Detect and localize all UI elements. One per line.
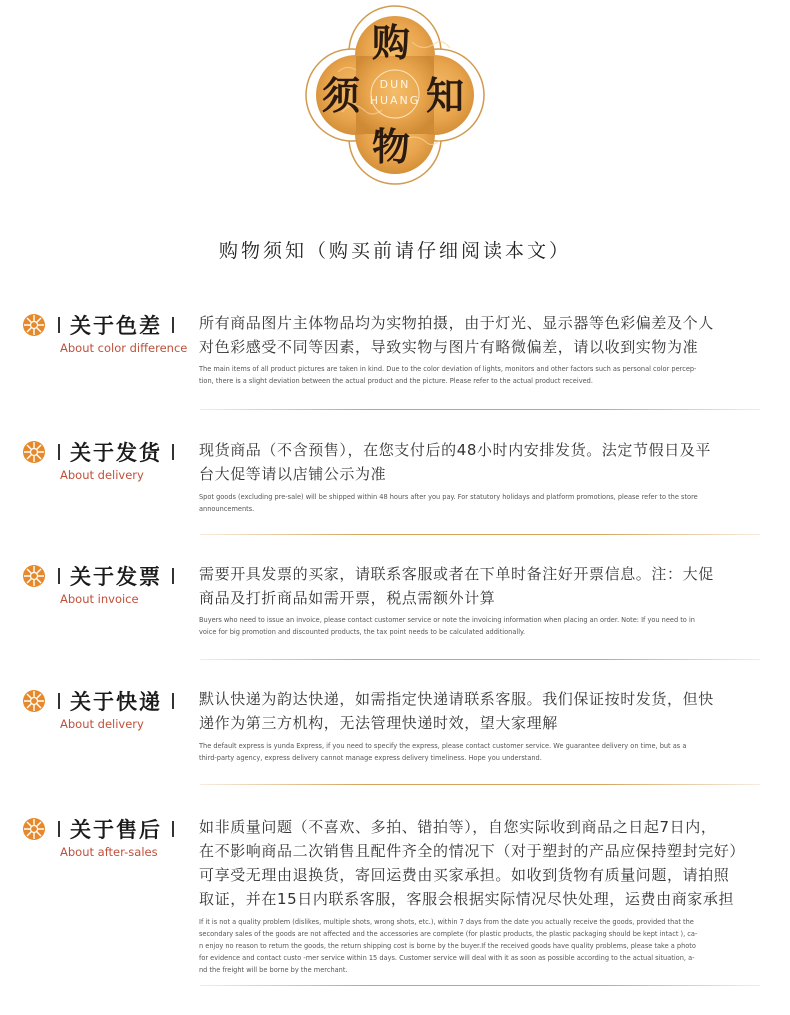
orange-flower-icon	[22, 440, 46, 464]
section-body: 现货商品（不含预售），在您支付后的48小时内安排发货。法定节假日及平 台大促等请以店铺公示为准	[199, 441, 711, 483]
badge-latin-line1: DUN	[379, 78, 411, 91]
section-subtitle: About delivery	[60, 468, 144, 482]
section-english: Buyers who need to issue an invoice, please contact customer service or note the invoicing information when placing an order. Note: If you need to in voice for big promotion and discounted products, the tax point needs to be calculated additionally.	[199, 616, 695, 636]
badge-char-2: 须	[322, 73, 361, 118]
section-english: The default express is yunda Express, if you need to specify the express, please contact customer service. We guarantee delivery on time, but as a third-party agency, express delivery cannot manage express delivery timeliness. Hope you understand.	[199, 742, 687, 762]
section-english: If it is not a quality problem (dislikes, multiple shots, wrong shots, etc.), within 7 days from the date you actually receive the goods, provided that the secondary sales of the goods are not affected and the accessories are complete (for plastic products, the plastic packaging should be kept intact ), ca- n enjoy no reason to return the goods, the return shipping cost is borne by the buyer.If the received goods have quality problems, please take a photo for evidence and contact custo -mer service within 15 days. Customer service will deal with it as soon as possible according to the actual situation, a- nd the freight will be borne by the merchant.	[199, 918, 698, 974]
badge-char-3: 知	[426, 73, 465, 118]
section-body: 所有商品图片主体物品均为实物拍摄，由于灯光、显示器等色彩偏差及个人 对色彩感受不同等因素，导致实物与图片有略微偏差，请以收到实物为准	[199, 314, 714, 356]
section-subtitle: About after-sales	[60, 845, 158, 859]
section-title: 关于快递	[58, 689, 174, 713]
orange-flower-icon	[22, 689, 46, 713]
section-title: 关于发票	[58, 564, 174, 588]
dunhuang-badge-logo	[302, 2, 488, 188]
orange-flower-icon	[22, 817, 46, 841]
section-subtitle: About delivery	[60, 717, 144, 731]
section-body: 需要开具发票的买家，请联系客服或者在下单时备注好开票信息。注：大促 商品及打折商品如需开票，税点需额外计算	[199, 565, 714, 607]
badge-char-4: 物	[372, 124, 411, 169]
orange-flower-icon	[22, 564, 46, 588]
section-english: Spot goods (excluding pre-sale) will be shipped within 48 hours after you pay. For statutory holidays and platform promotions, please refer to the store announcements.	[199, 493, 698, 513]
section-divider	[200, 985, 760, 986]
section-title: 关于色差	[58, 313, 174, 337]
section-title: 关于发货	[58, 440, 174, 464]
section-divider	[200, 784, 760, 785]
section-subtitle: About invoice	[60, 592, 139, 606]
page-title: 购物须知（购买前请仔细阅读本文）	[218, 240, 571, 262]
section-divider	[200, 534, 760, 535]
badge-latin-line2: HUANG	[369, 94, 421, 107]
section-subtitle: About color difference	[60, 341, 188, 355]
orange-flower-icon	[22, 313, 46, 337]
section-divider	[200, 659, 760, 660]
section-body: 默认快递为韵达快递，如需指定快递请联系客服。我们保证按时发货，但快 递作为第三方机构，无法管理快递时效，望大家理解	[199, 690, 714, 732]
badge-char-1: 购	[372, 20, 411, 65]
section-english: The main items of all product pictures are taken in kind. Due to the color deviation of lights, monitors and other factors such as personal color percep- tion, there is a slight deviation between the actual product and the picture. Please refer to the actual product received.	[199, 365, 697, 385]
section-divider	[200, 409, 760, 410]
section-title: 关于售后	[58, 817, 174, 841]
section-body: 如非质量问题（不喜欢、多拍、错拍等），自您实际收到商品之日起7日内， 在不影响商品二次销售且配件齐全的情况下（对于塑封的产品应保持塑封完好） 可享受无理由退换货，寄回运费由买家承担。如收到货物有质量问题，请拍照 取证，并在15日内联系客服，客服会根据实际情况尽快处理，运费由商家承担	[199, 818, 746, 908]
